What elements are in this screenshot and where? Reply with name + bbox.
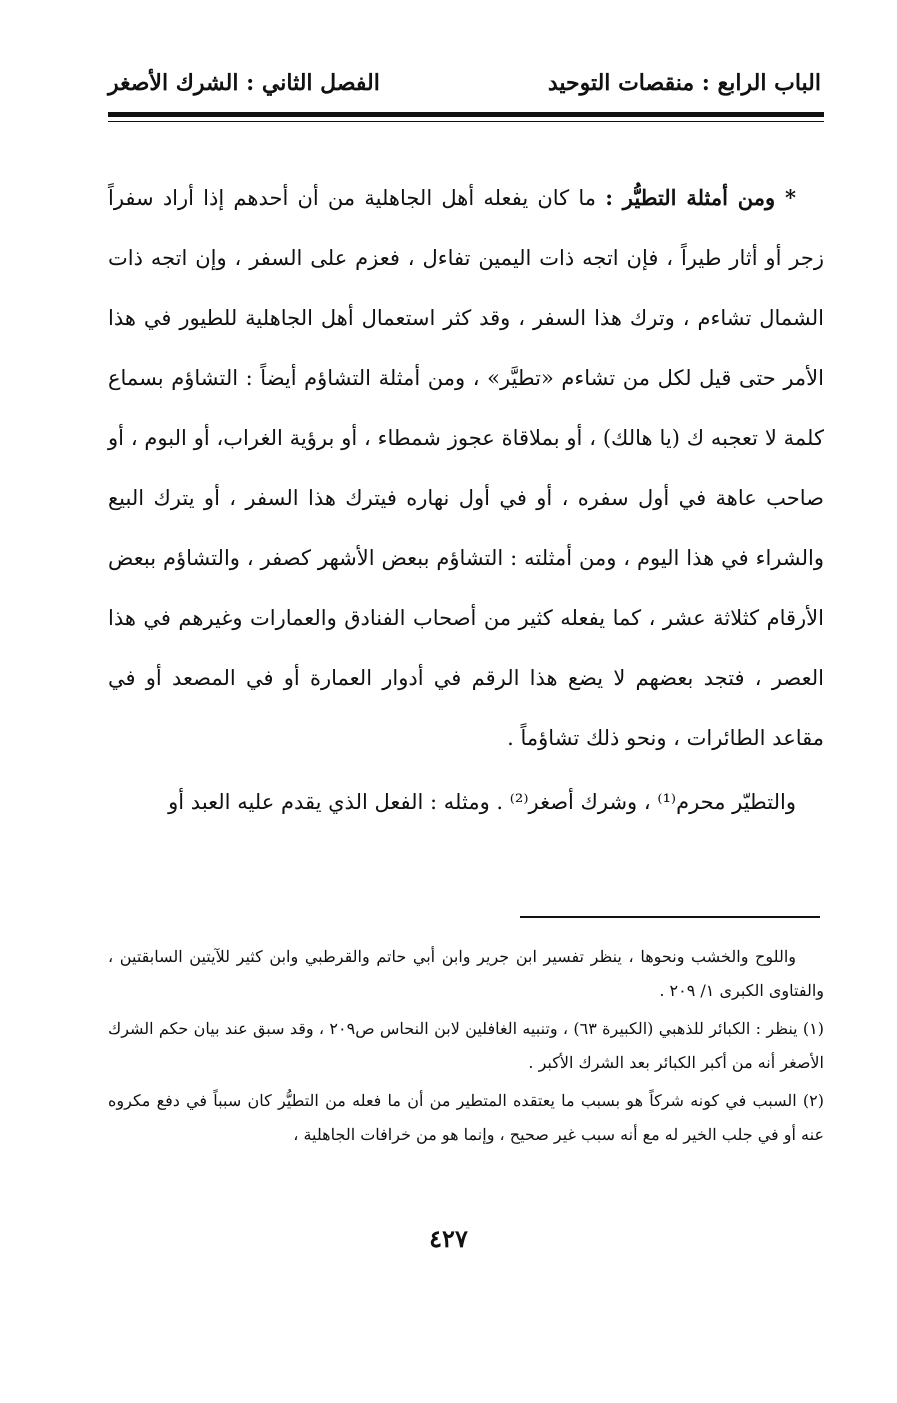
footnote-1: (١) ينظر : الكبائر للذهبي (الكبيرة ٦٣) ، وتنبيه الغافلين لابن النحاس ص٢٠٩ ، وقد سبق عند بيان حكم الشرك الأصغر أنه من أكبر الكبائر بعد الشرك الأكبر . (108, 1019, 825, 1072)
main-text (108, 168, 824, 832)
paragraph-1 (108, 168, 824, 768)
footnote-2: (٢) السبب في كونه شركاً هو بسبب ما يعتقده المتطير من أن ما فعله من التطيُّر كان سبباً في دفع مكروه عنه أو في جلب الخير له مع أنه سبب غير صحيح ، وإنما هو من خرافات الجاهلية ، (108, 1091, 824, 1144)
running-header (108, 70, 821, 110)
header-rule-thin (108, 121, 824, 122)
paragraph-2: والتطيّر محرم⁽¹⁾ ، وشرك أصغر⁽²⁾ . ومثله : الفعل الذي يقدم عليه العبد أو (168, 790, 796, 814)
footnote-separator (520, 916, 820, 918)
chapter-title: الباب الرابع : منقصات التوحيد (547, 70, 821, 96)
footnotes (108, 940, 824, 1152)
paragraph-lead: * ومن أمثلة التطيُّر : (605, 185, 796, 210)
paragraph-1-text: ما كان يفعله أهل الجاهلية من أن أحدهم إذا أراد سفراً زجر أو أثار طيراً ، فإن اتجه ذات اليمين تفاءل ، فعزم على السفر ، وإن اتجه ذات الشمال تشاءم ، وترك هذا السفر ، وقد كثر استعمال أهل الجاهلية للطيور في هذا الأمر حتى قيل لكل من تشاءم «تطيَّر» ، ومن أمثلة التشاؤم أيضاً : التشاؤم بسماع كلمة لا تعجبه ك (يا هالك) ، أو بملاقاة عجوز شمطاء ، أو برؤية الغراب، أو البوم ، أو صاحب عاهة في أول سفره ، أو في أول نهاره فيترك هذا السفر ، أو يترك البيع والشراء في هذا اليوم ، ومن أمثلته : التشاؤم ببعض الأشهر كصفر ، والتشاؤم ببعض الأرقام كثلاثة عشر ، كما يفعله كثير من أصحاب الفنادق والعمارات وغيرهم في هذا العصر ، فتجد بعضهم لا يضع هذا الرقم في أدوار العمارة أو في المصعد أو في مقاعد الطائرات ، ونحو ذلك تشاؤماً . (108, 186, 825, 750)
section-title: الفصل الثاني : الشرك الأصغر (108, 70, 380, 96)
footnote-continuation: واللوح والخشب ونحوها ، ينظر تفسير ابن جرير وابن أبي حاتم والقرطبي وابن كثير للآيتين السابقتين ، والفتاوى الكبرى ١/ ٢٠٩ . (108, 947, 824, 1000)
page-number: ٤٢٧ (429, 1224, 468, 1253)
header-rule-thick (108, 112, 824, 117)
